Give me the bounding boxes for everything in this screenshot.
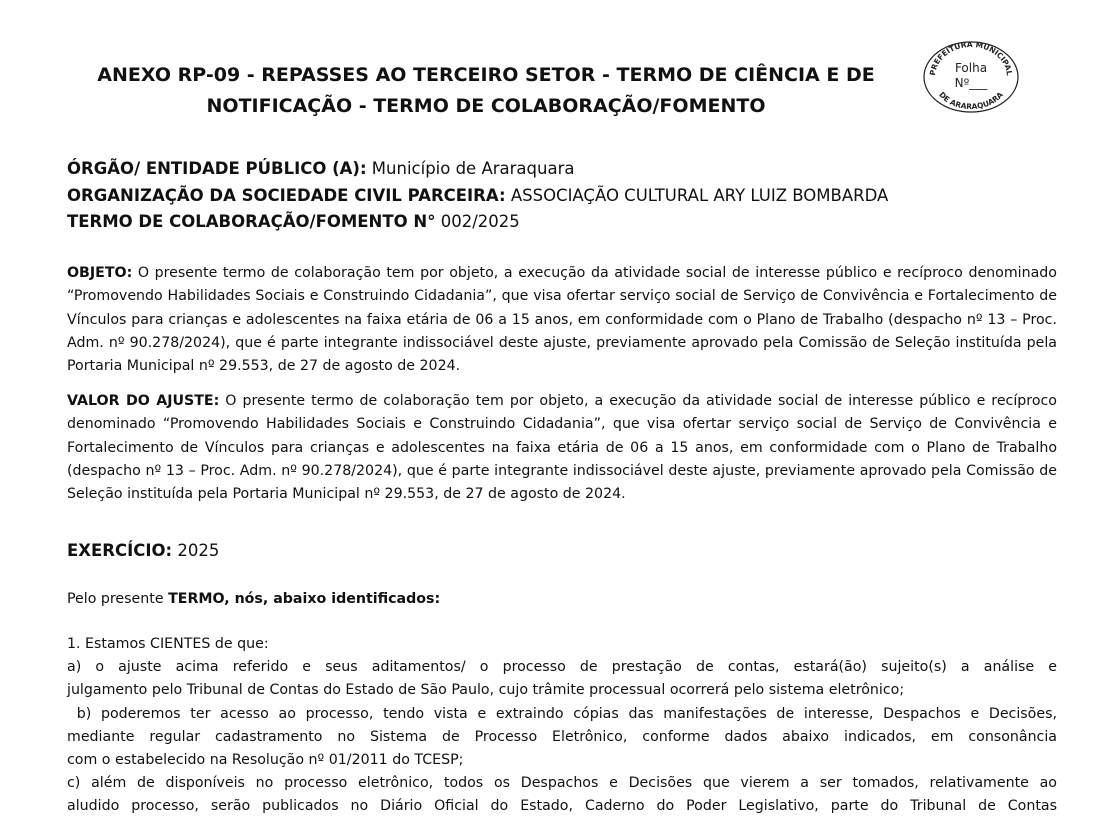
stamp-number-field: Nº___	[954, 76, 988, 90]
stamp-bottom-text: DE ARARAQUARA	[937, 90, 1005, 112]
item-c-line-1: c) além de disponíveis no processo eletrônico, todos os Despachos e Decisões que vierem a ser tomados, relativamente ao	[67, 775, 1057, 791]
orgao-line	[67, 158, 574, 180]
objeto-label: OBJETO:	[67, 265, 133, 281]
objeto-text: O presente termo de colaboração tem por objeto, a execução da atividade social de interesse público e recíproco denominado “Promovendo Habilidades Sociais e Construindo Cidadania”, que visa ofertar serviço social de Serviço de Convivência e Fortalecimento de Vínculos para crianças e adolescentes na faixa etária de 06 a 15 anos, em conformidade com o Plano de Trabalho (despacho nº 13 – Proc. Adm. nº 90.278/2024), que é parte integrante indissociável deste ajuste, previamente aprovado pela Comissão de Seleção instituída pela Portaria Municipal nº 29.553, de 27 de agosto de 2024.	[67, 265, 1057, 375]
termo-label: TERMO DE COLABORAÇÃO/FOMENTO N°	[67, 212, 436, 231]
orgao-value: Município de Araraquara	[371, 159, 575, 178]
item-a-line-2: julgamento pelo Tribunal de Contas do Estado de São Paulo, cujo trâmite processual ocorrerá pelo sistema eletrônico;	[67, 682, 905, 698]
intro-line	[67, 588, 1057, 611]
item-c-line-2: aludido processo, serão publicados no Diário Oficial do Estado, Caderno do Poder Legislativo, parte do Tribunal de Contas	[67, 798, 1057, 814]
osc-value: ASSOCIAÇÃO CULTURAL ARY LUIZ BOMBARDA	[510, 186, 889, 205]
exercicio-label: EXERCÍCIO:	[67, 541, 173, 560]
title-line-2: NOTIFICAÇÃO - TERMO DE COLABORAÇÃO/FOMENTO	[206, 95, 766, 117]
termo-value: 002/2025	[440, 212, 520, 231]
document-title	[70, 60, 902, 122]
valor-label: VALOR DO AJUSTE:	[67, 393, 220, 409]
item-b-line-2: mediante regular cadastramento no Sistema de Processo Eletrônico, conforme dados abaixo indicados, em consonância	[67, 729, 1057, 745]
termo-line	[67, 211, 520, 233]
intro-prefix: Pelo presente	[67, 591, 164, 607]
valor-paragraph	[67, 390, 1057, 506]
intro-bold: TERMO, nós, abaixo identificados:	[168, 591, 441, 607]
valor-text: O presente termo de colaboração tem por objeto, a execução da atividade social de interesse público e recíproco denominado “Promovendo Habilidades Sociais e Construindo Cidadania”, que visa ofertar serviço social de Serviço de Convivência e Fortalecimento de Vínculos para crianças e adolescentes na faixa etária de 06 a 15 anos, em conformidade com o Plano de Trabalho (despacho nº 13 – Proc. Adm. nº 90.278/2024), que é parte integrante indissociável deste ajuste, previamente aprovado pela Comissão de Seleção instituída pela Portaria Municipal nº 29.553, de 27 de agosto de 2024.	[67, 393, 1057, 503]
item-b-line-3: com o estabelecido na Resolução nº 01/2011 do TCESP;	[67, 752, 464, 768]
item-a-line-1: a) o ajuste acima referido e seus aditamentos/ o processo de prestação de contas, estará(ão) sujeito(s) a análise e	[67, 659, 1057, 675]
exercicio-value: 2025	[177, 541, 220, 560]
title-line-1: ANEXO RP-09 - REPASSES AO TERCEIRO SETOR - TERMO DE CIÊNCIA E DE	[97, 64, 875, 86]
osc-label: ORGANIZAÇÃO DA SOCIEDADE CIVIL PARCEIRA:	[67, 186, 506, 205]
objeto-paragraph	[67, 262, 1057, 378]
item-b-line-1: b) poderemos ter acesso ao processo, tendo vista e extraindo cópias das manifestações de interesse, Despachos e Decisões,	[67, 706, 1057, 722]
folha-stamp	[922, 41, 1020, 113]
stamp-top-text: PREFEITURA MUNICIPAL	[927, 41, 1015, 77]
stamp-folha-label: Folha	[954, 61, 988, 75]
exercicio-line	[67, 540, 219, 562]
osc-line	[67, 185, 888, 207]
cientes-heading: 1. Estamos CIENTES de que:	[67, 636, 269, 652]
orgao-label: ÓRGÃO/ ENTIDADE PÚBLICO (A):	[67, 159, 367, 178]
